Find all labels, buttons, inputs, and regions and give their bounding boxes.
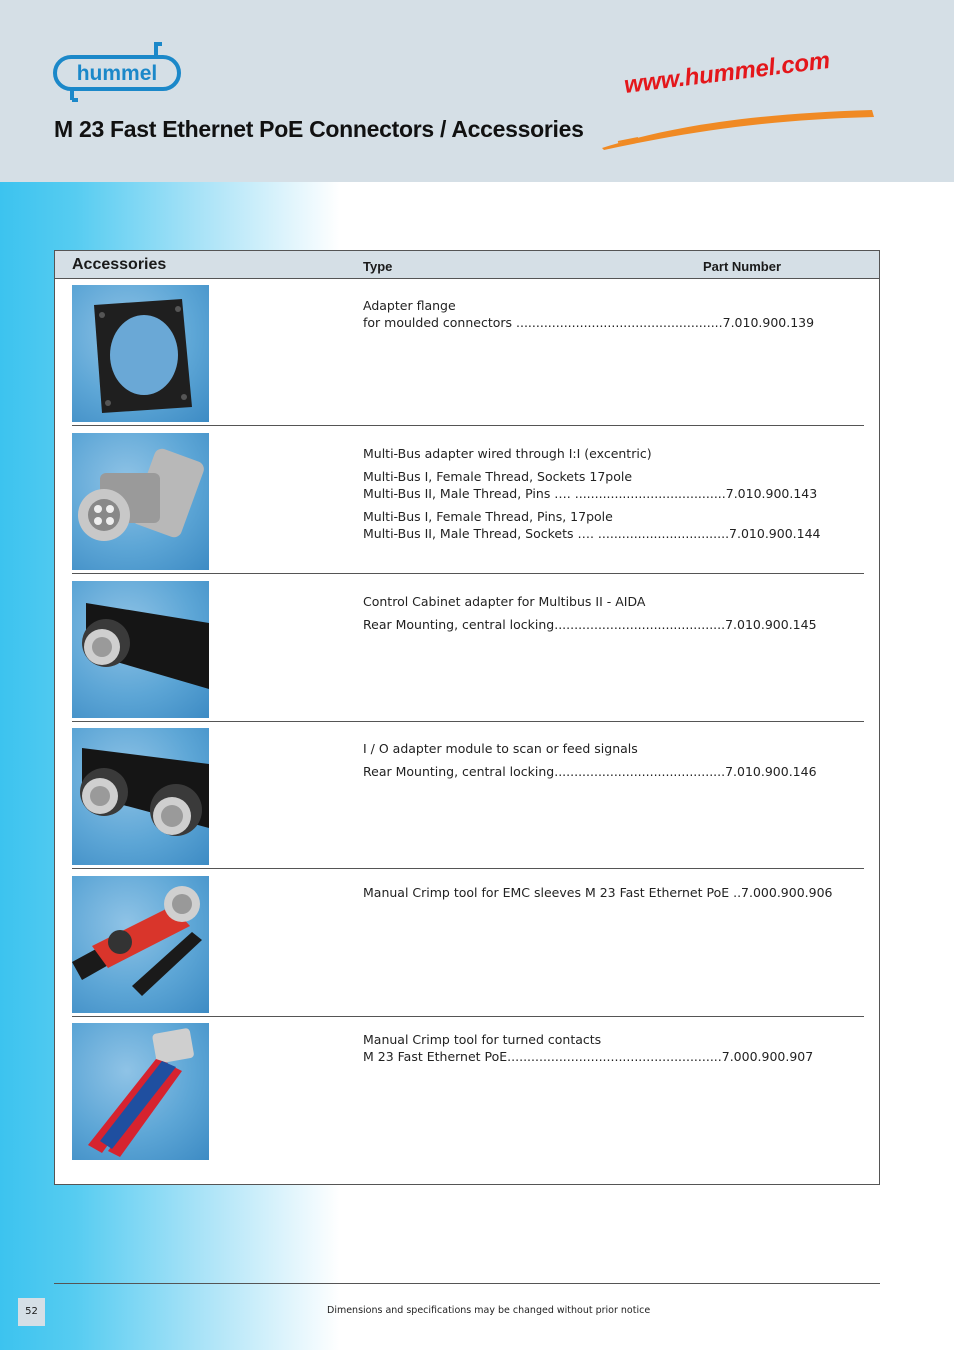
row-description: Multi-Bus adapter wired through I:I (excentric) Multi-Bus I, Female Thread, Sockets 17pole Multi-Bus II, Male Thread, Pins …. ......................................7.010.900.143 Multi-Bus I, Female Thread, Pins, 17pole Multi-Bus II, Male Thread, Sockets …. .................................7.010.900.144 bbox=[363, 446, 821, 541]
table-header bbox=[55, 251, 879, 279]
column-header-part-number: Part Number bbox=[703, 259, 782, 274]
table-row bbox=[72, 870, 864, 1017]
row-divider bbox=[72, 425, 864, 426]
io-adapter-photo bbox=[72, 728, 209, 865]
column-header-type: Type bbox=[363, 259, 393, 274]
crimp-tool-emc-photo bbox=[72, 876, 209, 1013]
cabinet-adapter-photo bbox=[72, 581, 209, 718]
row-description: I / O adapter module to scan or feed signals Rear Mounting, central locking...........................................7.010.900.146 bbox=[363, 741, 817, 779]
hummel-logo bbox=[52, 42, 182, 102]
svg-text:hummel: hummel bbox=[76, 62, 158, 85]
section-label: Accessories bbox=[72, 256, 167, 273]
table-row bbox=[72, 279, 864, 426]
row-divider bbox=[72, 573, 864, 574]
accessories-table bbox=[54, 250, 880, 1185]
multibus-adapter-photo bbox=[72, 433, 209, 570]
page-number: 52 bbox=[18, 1298, 45, 1326]
adapter-flange-photo bbox=[72, 285, 209, 422]
table-row bbox=[72, 1017, 864, 1164]
table-row bbox=[72, 575, 864, 722]
row-description: Manual Crimp tool for turned contacts M 23 Fast Ethernet PoE......................................................7.000.900.907 bbox=[363, 1032, 814, 1064]
row-description: Manual Crimp tool for EMC sleeves M 23 Fast Ethernet PoE ..7.000.900.906 bbox=[363, 885, 833, 900]
footer-rule bbox=[54, 1283, 880, 1284]
row-description: Control Cabinet adapter for Multibus II - AIDA Rear Mounting, central locking...........................................7.010.900.145 bbox=[363, 594, 817, 632]
table-row bbox=[72, 722, 864, 869]
row-divider bbox=[72, 868, 864, 869]
crimp-tool-contacts-photo bbox=[72, 1023, 209, 1160]
table-row bbox=[72, 427, 864, 574]
website-link[interactable]: www.hummel.com bbox=[622, 46, 832, 100]
footer-disclaimer: Dimensions and specifications may be changed without prior notice bbox=[327, 1305, 651, 1316]
row-description: Adapter flange for moulded connectors ....................................................7.010.900.139 bbox=[363, 298, 815, 330]
page-title: M 23 Fast Ethernet PoE Connectors / Accessories bbox=[54, 116, 584, 142]
